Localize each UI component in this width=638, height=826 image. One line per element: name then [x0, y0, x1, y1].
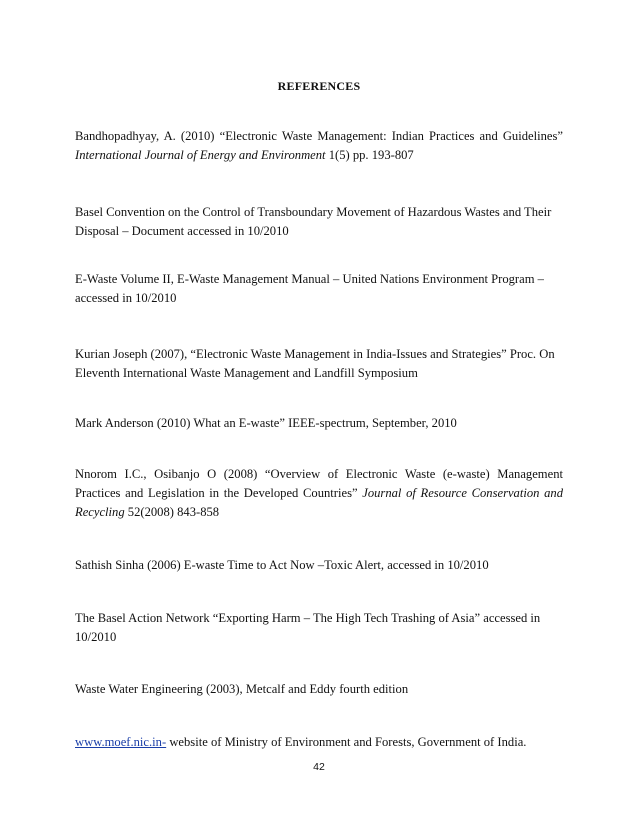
reference-text: website of Ministry of Environment and Forests, Government of India.	[166, 735, 527, 749]
reference-text: Waste Water Engineering (2003), Metcalf and Eddy fourth edition	[75, 682, 409, 696]
reference-journal: Journal of Resource Conservation and Recycling	[75, 486, 563, 519]
reference-item	[75, 556, 563, 575]
reference-item	[75, 680, 563, 699]
reference-item	[75, 465, 563, 522]
reference-details: 52(2008) 843-858	[124, 505, 220, 519]
reference-text: Mark Anderson (2010) What an E-waste” IEEE-spectrum, September, 2010	[75, 416, 457, 430]
reference-text: The Basel Action Network “Exporting Harm – The High Tech Trashing of Asia” accessed in 10/2010	[75, 611, 541, 644]
reference-text: Kurian Joseph (2007), “Electronic Waste Management in India-Issues and Strategies” Proc. On Eleventh International Waste Management and Landfill Symposium	[75, 347, 555, 380]
references-heading: REFERENCES	[277, 79, 361, 93]
moef-website-link[interactable]: www.moef.nic.in-	[75, 735, 167, 749]
reference-text: Nnorom I.C., Osibanjo O (2008) “Overview of Electronic Waste (e-waste) Management Practices and Legislation in the Developed Countries”	[75, 467, 563, 500]
reference-text: Bandhopadhyay, A. (2010) “Electronic Waste Management: Indian Practices and Guidelines”	[75, 129, 563, 143]
reference-text: Basel Convention on the Control of Transboundary Movement of Hazardous Wastes and Their Disposal – Document accessed in 10/2010	[75, 205, 552, 238]
reference-item	[75, 414, 563, 433]
reference-item	[75, 609, 563, 647]
reference-item	[75, 127, 563, 165]
reference-text: Sathish Sinha (2006) E-waste Time to Act Now –Toxic Alert, accessed in 10/2010	[75, 558, 489, 572]
page-number: 42	[313, 761, 325, 773]
reference-item	[75, 203, 563, 241]
reference-item	[75, 733, 563, 752]
reference-text: E-Waste Volume II, E-Waste Management Manual – United Nations Environment Program – accessed in 10/2010	[75, 272, 544, 305]
reference-item	[75, 270, 563, 308]
reference-item	[75, 345, 563, 383]
reference-journal: International Journal of Energy and Environment	[75, 148, 326, 162]
reference-details: 1(5) pp. 193-807	[325, 148, 414, 162]
